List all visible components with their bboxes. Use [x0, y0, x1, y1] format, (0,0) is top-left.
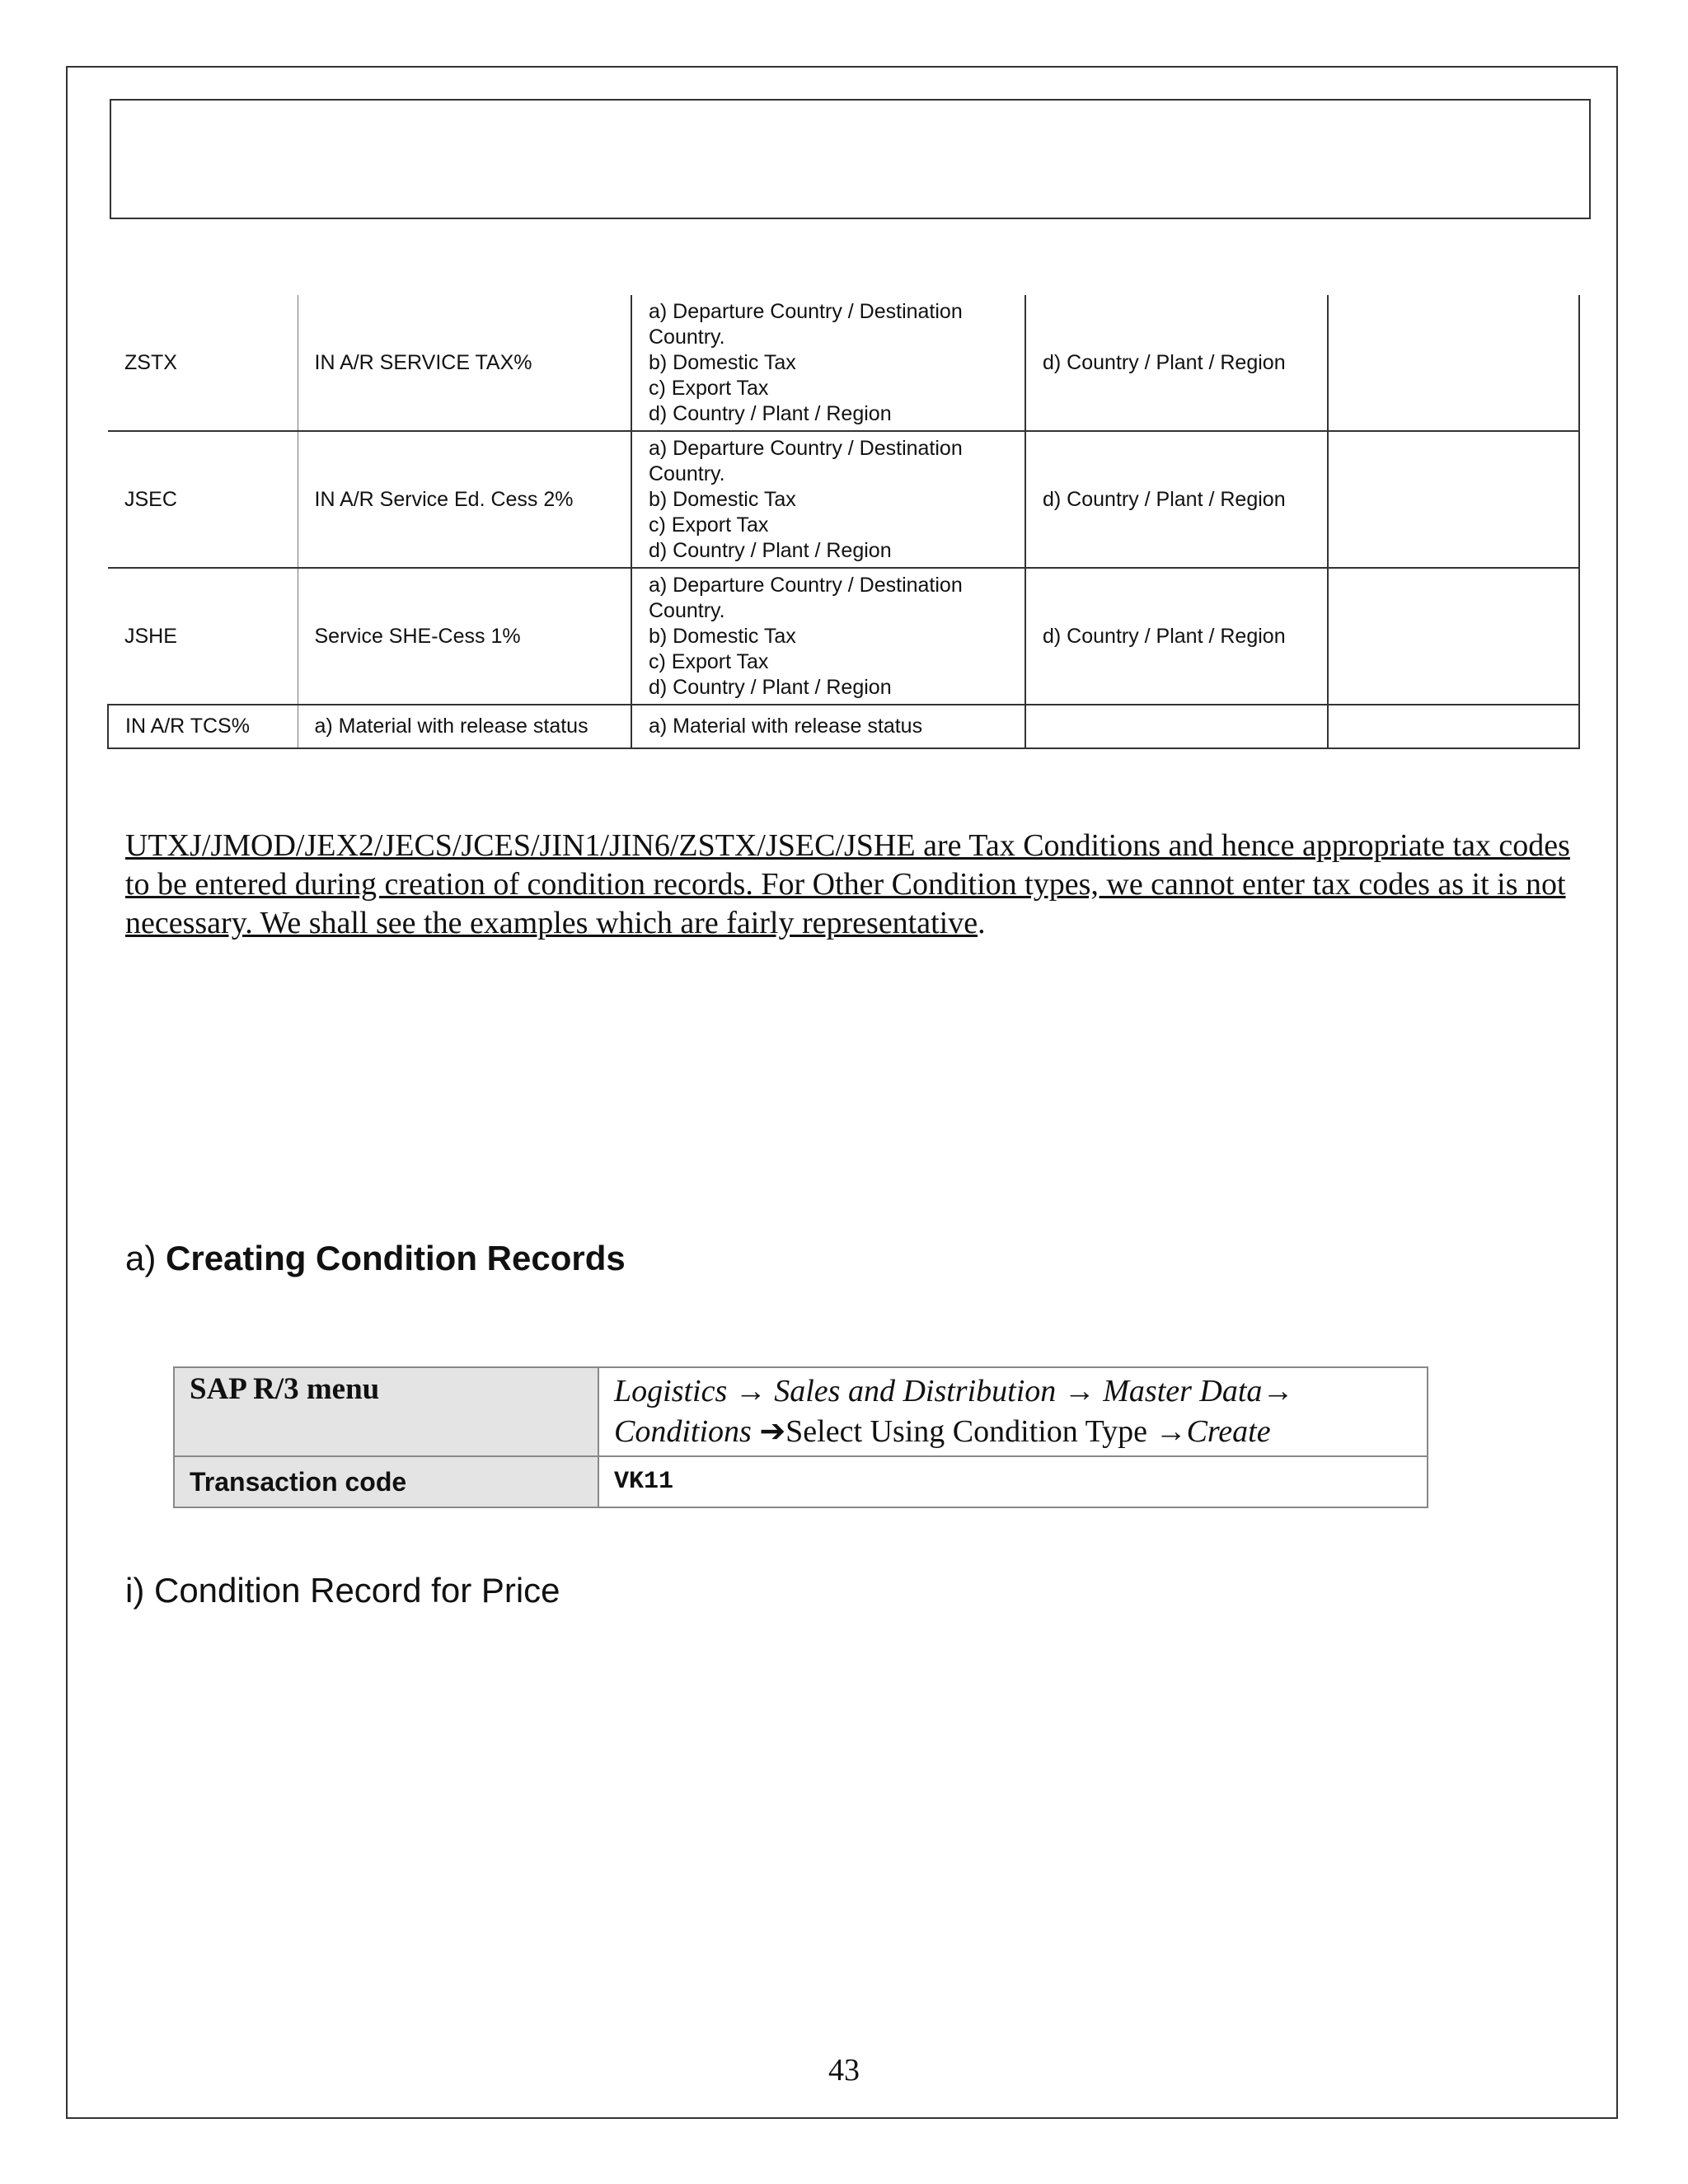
- empty-cell: [1328, 568, 1579, 705]
- menu-path: [614, 1371, 1412, 1452]
- table-row: [108, 295, 1579, 431]
- arrow-icon: ➔: [751, 1414, 786, 1449]
- table-row: [108, 705, 1579, 748]
- path-master-data: Master Data: [1103, 1374, 1263, 1408]
- path-conditions: Conditions: [614, 1414, 752, 1449]
- access-line: b) Domestic Tax: [649, 624, 796, 648]
- empty-cell: [1328, 705, 1579, 748]
- access-line: b) Domestic Tax: [649, 350, 796, 374]
- arrow-icon: →: [727, 1374, 775, 1408]
- paragraph-trailing-period: .: [978, 906, 986, 940]
- selected-access-cell: d) Country / Plant / Region: [1025, 295, 1328, 431]
- transaction-code-value: VK11: [614, 1468, 674, 1496]
- access-sequence-cell: [631, 431, 1025, 568]
- selected-access-cell: d) Country / Plant / Region: [1025, 431, 1328, 568]
- path-logistics: Logistics: [614, 1374, 728, 1408]
- tax-conditions-table: [107, 295, 1580, 749]
- condition-type-cell: JSEC: [108, 431, 298, 568]
- access-line: Country.: [649, 598, 725, 622]
- access-line: Country.: [649, 325, 725, 349]
- access-sequence-cell: [631, 295, 1025, 431]
- access-line: d) Country / Plant / Region: [649, 675, 892, 699]
- path-select-using-condition-type: Select Using Condition Type: [785, 1414, 1148, 1449]
- empty-cell: [1328, 431, 1579, 568]
- menu-path-row: [174, 1367, 1428, 1456]
- condition-description-cell: IN A/R SERVICE TAX%: [298, 295, 631, 431]
- page-number: 43: [828, 2053, 860, 2088]
- section-prefix: a): [125, 1239, 166, 1277]
- arrow-icon: →: [1262, 1374, 1294, 1408]
- menu-path-cell: [598, 1367, 1428, 1456]
- sap-menu-table: [173, 1366, 1428, 1508]
- section-heading-condition-record-for-price: i) Condition Record for Price: [125, 1571, 560, 1610]
- selected-access-cell: d) Country / Plant / Region: [1025, 568, 1328, 705]
- section-heading-creating-condition-records: [125, 1239, 626, 1278]
- arrow-icon: →: [1056, 1374, 1104, 1408]
- header-box: [110, 99, 1591, 219]
- tax-conditions-paragraph: [125, 827, 1576, 943]
- path-sales-and-distribution: Sales and Distribution: [774, 1374, 1057, 1408]
- access-line: a) Departure Country / Destination: [649, 573, 963, 597]
- sap-menu-label: SAP R/3 menu: [190, 1372, 380, 1406]
- menu-label-cell: [174, 1367, 598, 1456]
- condition-type-cell: IN A/R TCS%: [108, 705, 298, 748]
- section-title: Creating Condition Records: [166, 1239, 626, 1277]
- access-line: c) Export Tax: [649, 513, 769, 537]
- access-line: d) Country / Plant / Region: [649, 538, 892, 562]
- condition-description-cell: a) Material with release status: [298, 705, 631, 748]
- path-create: Create: [1186, 1414, 1271, 1449]
- access-line: Country.: [649, 462, 725, 485]
- access-line: c) Export Tax: [649, 376, 769, 400]
- transaction-code-row: [174, 1456, 1428, 1507]
- condition-description-cell: Service SHE-Cess 1%: [298, 568, 631, 705]
- tcode-value-cell: [598, 1456, 1428, 1507]
- empty-cell: [1328, 295, 1579, 431]
- access-line: a) Departure Country / Destination: [649, 299, 963, 323]
- table-row: [108, 431, 1579, 568]
- condition-description-cell: IN A/R Service Ed. Cess 2%: [298, 431, 631, 568]
- tcode-label-cell: [174, 1456, 598, 1507]
- access-line: c) Export Tax: [649, 649, 769, 673]
- condition-type-cell: ZSTX: [108, 295, 298, 431]
- arrow-icon: →: [1147, 1414, 1187, 1449]
- access-line: a) Departure Country / Destination: [649, 436, 963, 460]
- access-sequence-cell: [631, 705, 1025, 748]
- condition-type-cell: JSHE: [108, 568, 298, 705]
- access-line: b) Domestic Tax: [649, 487, 796, 511]
- table-row: [108, 568, 1579, 705]
- paragraph-underlined-text: UTXJ/JMOD/JEX2/JECS/JCES/JIN1/JIN6/ZSTX/JSEC/JSHE are Tax Conditions and hence appropriate tax codes to be entered during creation of condition records. For Other Condition types, we cannot enter tax codes as it is not necessary. We shall see the examples which are fairly representative: [125, 828, 1570, 940]
- selected-access-cell: [1025, 705, 1328, 748]
- access-line: a) Material with release status: [649, 715, 923, 738]
- transaction-code-label: Transaction code: [190, 1466, 407, 1497]
- access-line: d) Country / Plant / Region: [649, 401, 892, 425]
- access-sequence-cell: [631, 568, 1025, 705]
